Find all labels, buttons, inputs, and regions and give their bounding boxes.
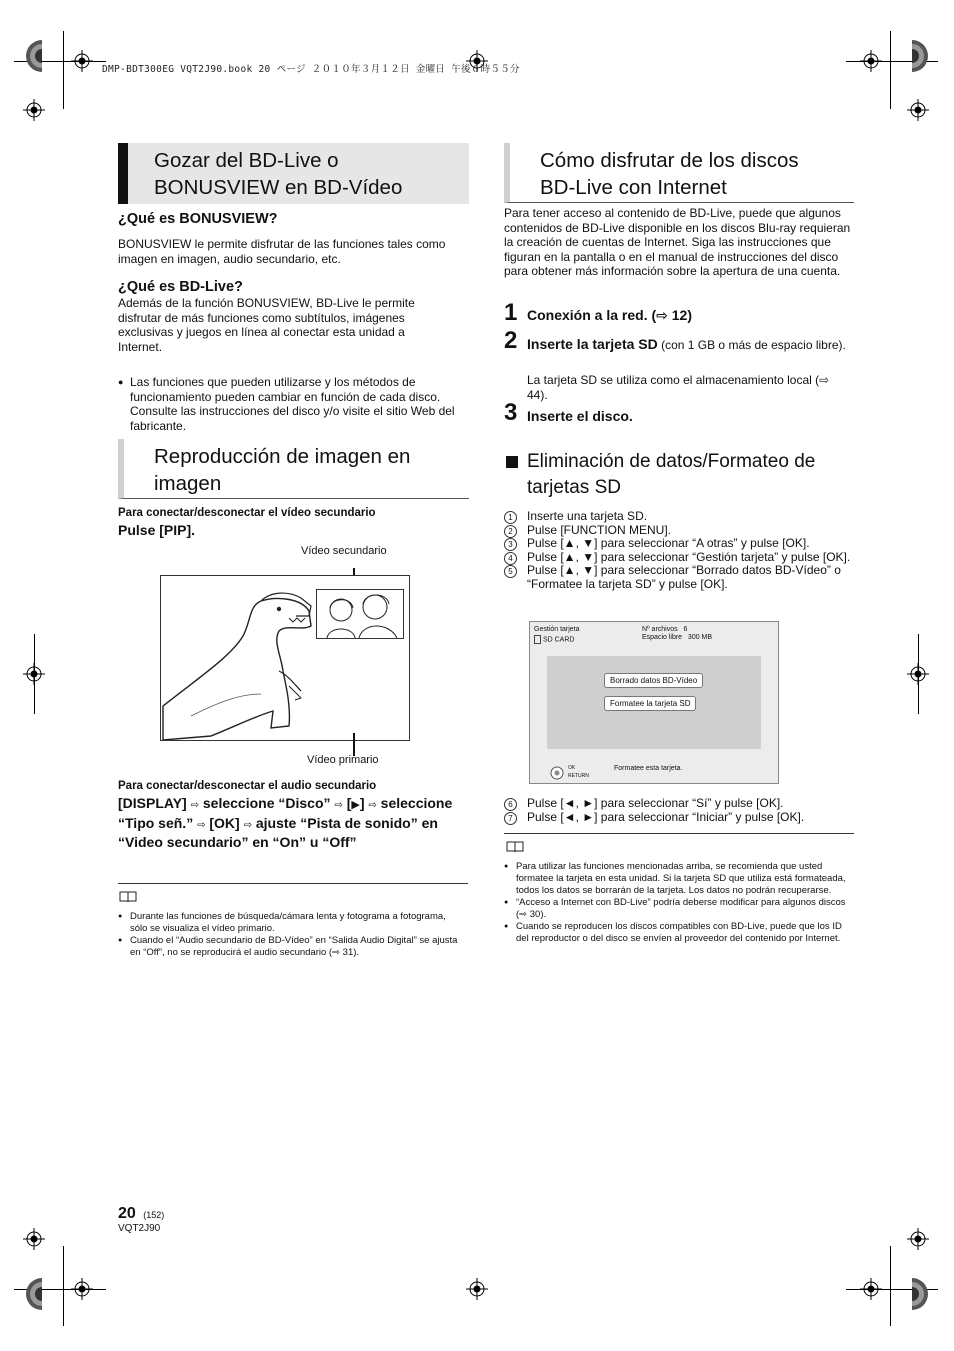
note-item: ● Durante las funciones de búsqueda/cámara lenta y fotograma a fotograma, sólo se visualiza el vídeo primario. — [118, 911, 463, 935]
corner-color-wheel-icon — [22, 40, 42, 72]
key-ok: [OK] — [209, 814, 240, 831]
divider — [504, 833, 854, 834]
bdlive-description: Además de la función BONUSVIEW, BD-Live le permite disfrutar de más funciones como subtítulos, imágenes exclusivas y juegos en línea al conectar esta unidad a Internet. — [118, 296, 415, 354]
list-item: 7 Pulse [◄, ►] para seleccionar “Iniciar” y pulse [OK]. — [504, 811, 856, 825]
book-icon — [506, 841, 524, 853]
step-number: 3 — [504, 399, 518, 426]
format-sd-button[interactable]: Formatee la tarjeta SD — [604, 696, 696, 711]
notes-list — [504, 861, 854, 945]
list-item: 4 Pulse [▲, ▼] para seleccionar “Gestión tarjeta” y pulse [OK]. — [504, 551, 856, 565]
pip-caption: Para conectar/desconectar el vídeo secundario — [118, 507, 376, 519]
key-bracket-open: [ — [346, 795, 352, 811]
action-select-signal: seleccione “Tipo señ.” — [118, 795, 453, 831]
steps-list-2 — [504, 797, 856, 824]
registration-mark-icon — [23, 99, 45, 121]
pip-action: Pulse [PIP]. — [118, 522, 196, 538]
section-title-internet — [504, 143, 854, 203]
section-title-pip — [118, 439, 469, 499]
section-title-bdlive — [118, 143, 469, 204]
step-2 — [504, 327, 856, 402]
section-line: tarjetas SD — [527, 477, 621, 498]
registration-mark-icon — [71, 1278, 93, 1300]
bullet-list — [118, 375, 463, 433]
play-triangle-icon: ▶ — [351, 799, 360, 811]
arrow-right-icon: ⇨ — [243, 819, 252, 831]
divider — [118, 883, 468, 884]
action-set-track: ajuste “Pista de sonido” en “Video secundario” en “On” u “Off” — [118, 814, 438, 850]
remote-dpad-icon — [550, 766, 564, 780]
ok-label: OK — [568, 765, 576, 771]
couple-illustration — [317, 590, 403, 638]
question-bdlive: ¿Qué es BD-Live? — [118, 279, 243, 295]
page-number-main: 20 — [118, 1205, 136, 1222]
step-sub: La tarjeta SD se utiliza como el almacenamiento local (⇨ 44). — [527, 373, 830, 402]
square-bullet-icon — [506, 456, 518, 468]
sd-management-screen — [529, 621, 779, 784]
step-number: 2 — [504, 327, 518, 354]
list-item: 2 Pulse [FUNCTION MENU]. — [504, 524, 856, 538]
corner-color-wheel-icon — [22, 1278, 42, 1310]
step-extra: (con 1 GB o más de espacio libre). — [661, 338, 846, 352]
files-count: Nº archivos 6 — [642, 626, 688, 633]
title-line: imagen — [154, 472, 222, 495]
registration-mark-icon — [466, 1278, 488, 1300]
list-item: 3 Pulse [▲, ▼] para seleccionar “A otras” y pulse [OK]. — [504, 537, 856, 551]
step-text: Inserte el disco. — [527, 408, 633, 424]
free-space: Espacio libre 300 MB — [642, 634, 713, 641]
step-3 — [504, 399, 856, 430]
title-line: Reproducción de imagen en — [154, 445, 411, 468]
note-item: ● Para utilizar las funciones mencionadas arriba, se recomienda que usted formatee la tarjeta en esta unidad. Si la tarjeta SD que utiliza está formateada, todos los datos se borrarán de la tarjeta. Los datos no podrán recuperarse. — [504, 861, 854, 897]
print-header: DMP-BDT300EG VQT2J90.book 20 ページ ２０１０年３月１２日 金曜日 午後６時５５分 — [102, 64, 520, 75]
registration-mark-icon — [860, 50, 882, 72]
step-text: Conexión a la red. (⇨ 12) — [527, 307, 692, 323]
page-number-sub: (152) — [143, 1210, 165, 1220]
label-secondary-video: Vídeo secundario — [301, 545, 387, 557]
bonusview-description: BONUSVIEW le permite disfrutar de las funciones tales como imagen en imagen, audio secundario, etc. — [118, 237, 446, 266]
registration-mark-icon — [860, 1278, 882, 1300]
note-item: ● Cuando el “Audio secundario de BD-Vídeo” en “Salida Audio Digital” se ajusta en “Off”, no se reproducirá el audio secundario (⇨ 31). — [118, 935, 463, 959]
step-number: 1 — [504, 299, 518, 326]
steps-list-1 — [504, 510, 856, 592]
page-number — [118, 1205, 164, 1223]
pip-illustration — [160, 575, 410, 741]
title-line: BONUSVIEW en BD-Vídeo — [154, 176, 403, 199]
step-text: Inserte la tarjeta SD — [527, 336, 658, 352]
key-bracket-close: ] — [359, 795, 365, 811]
registration-mark-icon — [23, 663, 45, 685]
arrow-right-icon: ⇨ — [368, 800, 377, 811]
note-item: ● “Acceso a Internet con BD-Live” podría deberse modificar para algunos discos (⇨ 30). — [504, 897, 854, 921]
step-1 — [504, 299, 856, 330]
note-item: ● Cuando se reproducen los discos compatibles con BD-Live, puede que los ID del reproductor o del disco se envíen al proveedor del contenido por Internet. — [504, 921, 854, 945]
intro-text: Para tener acceso al contenido de BD-Live, puede que algunos contenidos de BD-Live disponible en los discos Blu-ray requieran la creación de cuentas de Internet. Siga las instrucciones que figuran en la pantalla o en el manual de instrucciones del disco para obtener más información sobre la apertura de una cuenta. — [504, 206, 851, 278]
section-line: Eliminación de datos/Formateo de — [527, 451, 816, 472]
notes-list — [118, 911, 463, 959]
registration-mark-icon — [907, 99, 929, 121]
step-body — [527, 335, 856, 355]
corner-color-wheel-icon — [912, 40, 932, 72]
erase-bdvideo-button[interactable]: Borrado datos BD-Vídeo — [604, 673, 703, 688]
list-item: 1 Inserte una tarjeta SD. — [504, 510, 856, 524]
return-label: RETURN — [568, 773, 589, 779]
model-code: VQT2J90 — [118, 1223, 161, 1234]
corner-color-wheel-icon — [912, 1278, 932, 1310]
key-display: [DISPLAY] — [118, 795, 187, 811]
sd-card-row: SD CARD — [534, 635, 574, 644]
list-item: ● Las funciones que pueden utilizarse y los métodos de funcionamiento pueden cambiar en función de cada disco. Consulte las instrucciones del disco y/o visite el sitio Web del fabricante. — [118, 375, 463, 433]
screen-hint: Formatee esta tarjeta. — [614, 765, 683, 772]
label-primary-video: Vídeo primario — [307, 754, 379, 766]
book-icon — [119, 891, 137, 903]
pointer-line — [353, 733, 355, 756]
registration-mark-icon — [71, 50, 93, 72]
arrow-right-icon: ⇨ — [190, 800, 199, 811]
arrow-right-icon: ⇨ — [197, 819, 206, 831]
registration-mark-icon — [907, 663, 929, 685]
screen-menu-area — [547, 656, 761, 749]
title-line: BD-Live con Internet — [540, 176, 727, 199]
secondary-video-window — [316, 589, 404, 639]
sd-card-icon — [534, 635, 541, 644]
title-line: Gozar del BD-Live o — [154, 149, 339, 172]
list-item: 6 Pulse [◄, ►] para seleccionar “Sí” y pulse [OK]. — [504, 797, 856, 811]
registration-mark-icon — [23, 1228, 45, 1250]
section-format-sd — [504, 449, 856, 501]
arrow-right-icon: ⇨ — [334, 800, 343, 811]
title-line: Cómo disfrutar de los discos — [540, 149, 799, 172]
registration-mark-icon — [907, 1228, 929, 1250]
audio-action — [118, 795, 469, 852]
screen-title: Gestión tarjeta — [534, 626, 580, 633]
list-item: 5 Pulse [▲, ▼] para seleccionar “Borrado datos BD-Vídeo” o “Formatee la tarjeta SD” y pulse [OK]. — [504, 564, 856, 591]
action-select-disc: seleccione “Disco” — [202, 795, 331, 811]
question-bonusview: ¿Qué es BONUSVIEW? — [118, 211, 278, 227]
audio-caption: Para conectar/desconectar el audio secundario — [118, 780, 377, 792]
